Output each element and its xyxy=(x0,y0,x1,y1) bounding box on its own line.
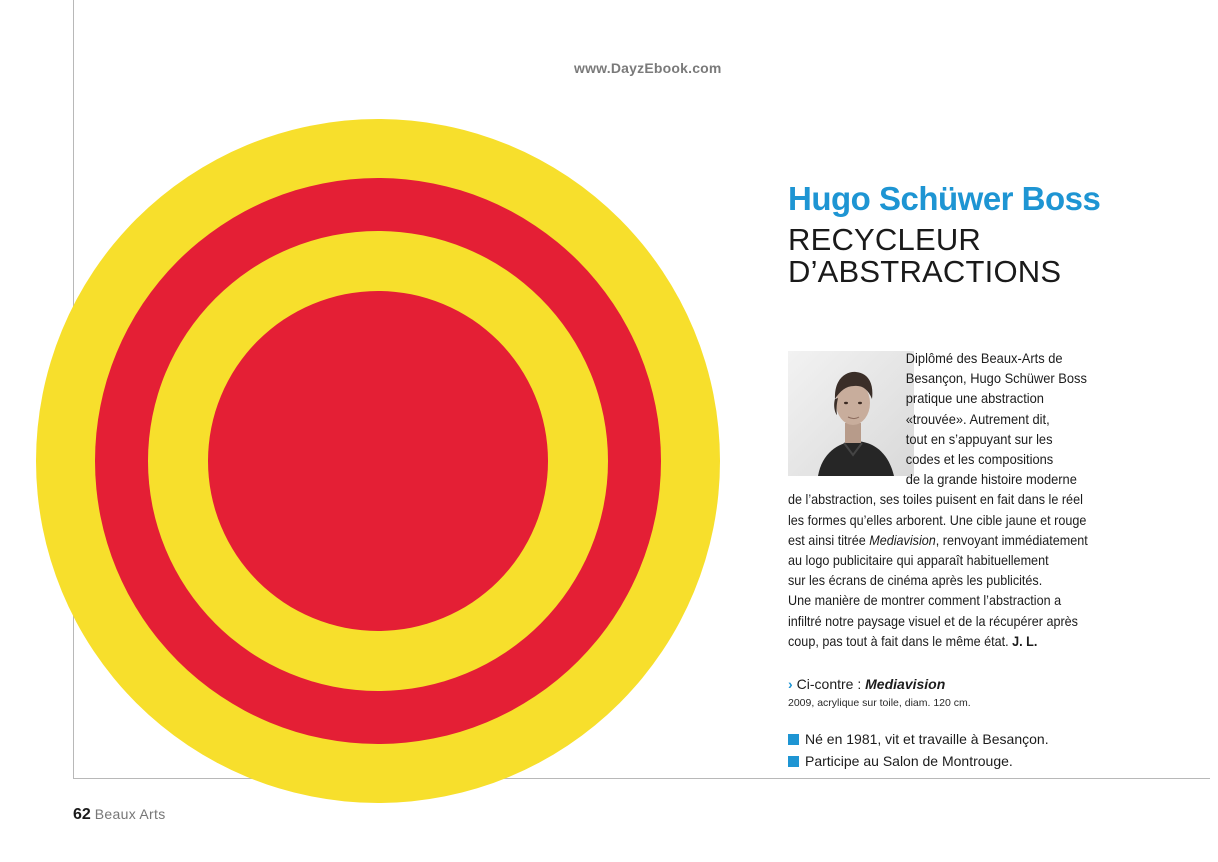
magazine-name: Beaux Arts xyxy=(94,806,166,822)
square-bullet-icon xyxy=(788,756,799,767)
work-title-inline: Mediavision xyxy=(869,531,936,548)
article-text: est ainsi titrée xyxy=(788,531,870,548)
watermark: www.DayzEbook.com xyxy=(574,60,722,76)
fact-text: Né en 1981, vit et travaille à Besançon. xyxy=(805,731,1049,747)
caption-prefix: Ci-contre : xyxy=(796,676,862,692)
page-footer xyxy=(73,806,166,824)
artist-name-heading: Hugo Schüwer Boss xyxy=(788,180,1101,217)
article-line: de la grande histoire moderne xyxy=(905,471,1077,488)
article-line: codes et les compositions xyxy=(905,451,1054,468)
article-line: au logo publicitaire qui apparaît habituellement xyxy=(788,552,1049,569)
fact-item xyxy=(788,750,1049,772)
article-line: Besançon, Hugo Schüwer Boss xyxy=(905,370,1087,387)
page-number: 62 xyxy=(73,806,91,823)
article-line: pratique une abstraction xyxy=(905,390,1044,407)
article-line: Une manière de montrer comment l’abstraction a xyxy=(788,592,1062,609)
article-line: les formes qu’elles arborent. Une cible jaune et rouge xyxy=(788,511,1087,528)
chevron-right-icon: › xyxy=(788,676,793,692)
fact-text: Participe au Salon de Montrouge. xyxy=(805,753,1013,769)
author-signature: J. L. xyxy=(1012,632,1038,649)
article-line: Diplômé des Beaux-Arts de xyxy=(905,350,1063,366)
article-line: tout en s’appuyant sur les xyxy=(905,430,1053,447)
article-line-mediavision xyxy=(788,530,1088,550)
article-last-line xyxy=(788,631,1085,651)
fact-item xyxy=(788,728,1049,750)
article-text: coup, pas tout à fait dans le même état. xyxy=(788,632,1009,649)
article-line: infiltré notre paysage visuel et de la récupérer après xyxy=(788,612,1078,629)
artwork-caption xyxy=(788,676,945,692)
headline-line: D’ABSTRACTIONS xyxy=(788,254,1062,289)
target-red-center xyxy=(208,291,548,631)
caption-details: 2009, acrylique sur toile, diam. 120 cm. xyxy=(788,697,971,709)
article-body xyxy=(788,348,1118,651)
article-headline xyxy=(788,224,1061,288)
caption-work-title: Mediavision xyxy=(865,676,946,692)
article-line: «trouvée». Autrement dit, xyxy=(905,410,1050,427)
artist-facts-list xyxy=(788,728,1049,772)
article-text: , renvoyant immédiatement xyxy=(935,531,1088,548)
article-line: de l’abstraction, ses toiles puisent en fait dans le réel xyxy=(788,491,1083,508)
square-bullet-icon xyxy=(788,734,799,745)
headline-line: RECYCLEUR xyxy=(788,222,982,257)
article-line: sur les écrans de cinéma après les publicités. xyxy=(788,572,1043,589)
